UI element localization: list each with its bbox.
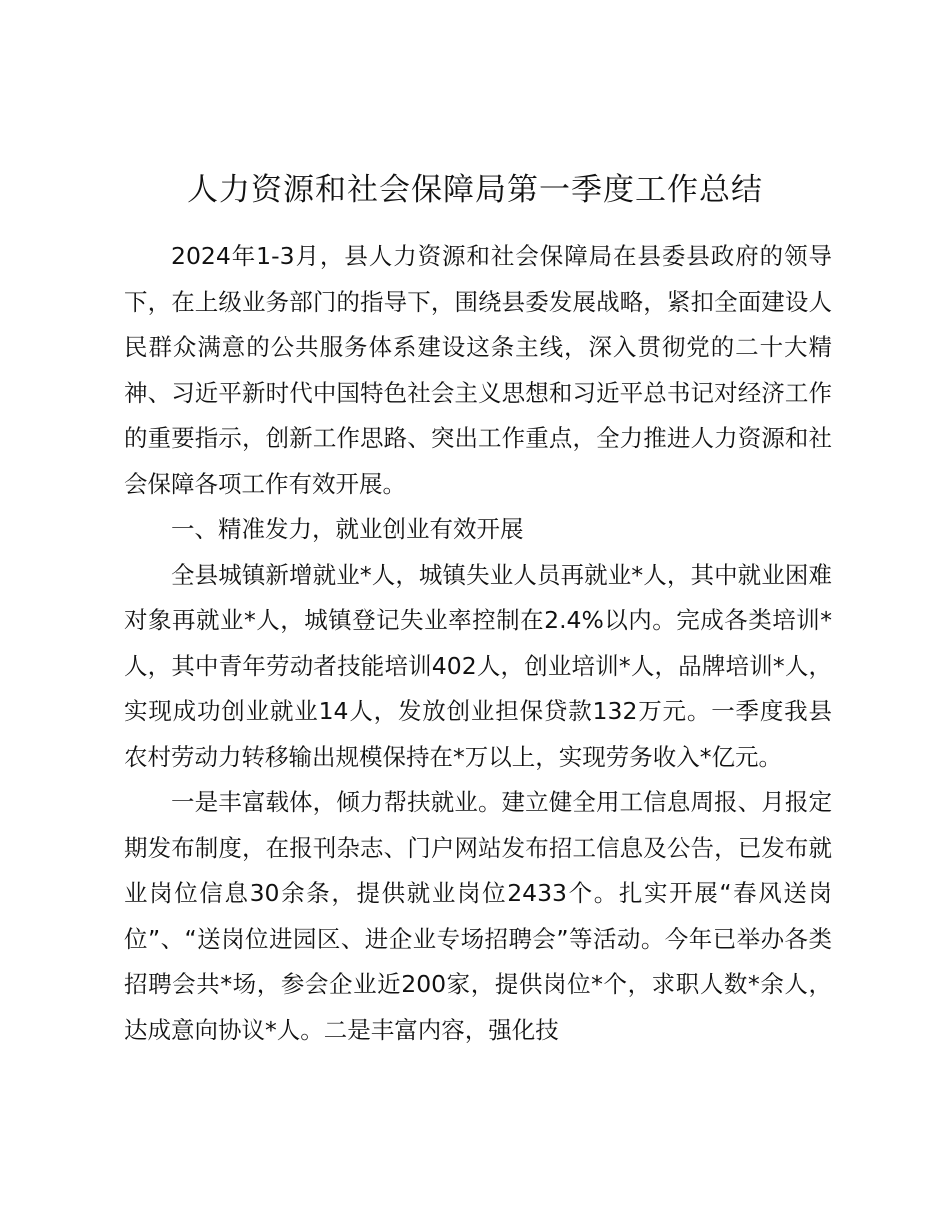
employment-measures-paragraph: 一是丰富载体，倾力帮扶就业。建立健全用工信息周报、月报定期发布制度，在报刊杂志、门户网站发布招工信息及公告，已发布就业岗位信息30余条，提供就业岗位2433个。扎实开展“春风送岗位”、“送岗位进园区、进企业专场招聘会”等活动。今年已举办各类招聘会共*场，参会企业近200家，提供岗位*个，求职人数*余人，达成意向协议*人。二是丰富内容，强化技 <box>124 788 832 1044</box>
section-heading: 一、精准发力，就业创业有效开展 <box>171 515 524 543</box>
intro-paragraph: 2024年1-3月，县人力资源和社会保障局在县委县政府的领导下，在上级业务部门的指导下，围绕县委发展战略，紧扣全面建设人民群众满意的公共服务体系建设这条主线，深入贯彻党的二十大精神、习近平新时代中国特色社会主义思想和习近平总书记对经济工作的重要指示，创新工作思路、突出工作重点，全力推进人力资源和社会保障各项工作有效开展。 <box>124 242 832 498</box>
document-body <box>124 234 832 1053</box>
document-title: 人力资源和社会保障局第一季度工作总结 <box>187 172 763 208</box>
employment-summary-paragraph: 全县城镇新增就业*人，城镇失业人员再就业*人，其中就业困难对象再就业*人，城镇登记失业率控制在2.4%以内。完成各类培训*人，其中青年劳动者技能培训402人，创业培训*人，品牌培训*人，实现成功创业就业14人，发放创业担保贷款132万元。一季度我县农村劳动力转移输出规模保持在*万以上，实现劳务收入*亿元。 <box>124 560 832 771</box>
